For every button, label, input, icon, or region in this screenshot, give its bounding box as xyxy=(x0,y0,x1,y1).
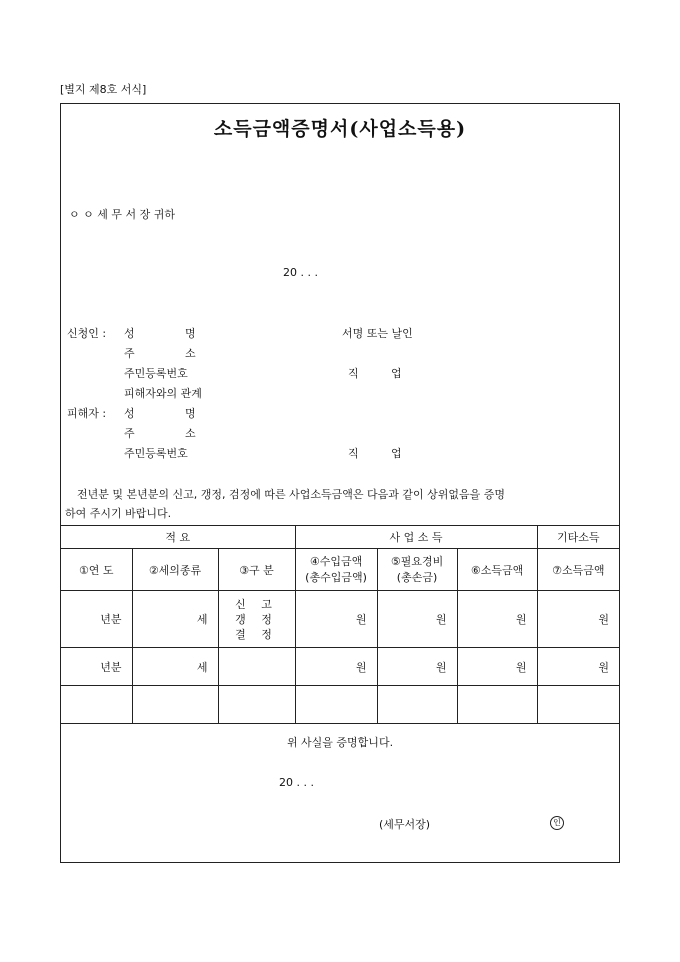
category-report: 신 고 xyxy=(235,597,278,611)
victim-name-label-a: 성 xyxy=(124,407,135,420)
row2-won-7: 원 xyxy=(537,648,619,686)
col-category: ③구 분 xyxy=(218,549,295,591)
header-other-income: 기타소득 xyxy=(537,526,619,549)
col-year: ①연 도 xyxy=(61,549,132,591)
empty-cell xyxy=(295,686,377,724)
col-revenue xyxy=(295,549,377,591)
request-text-line-2: 하여 주시기 바랍니다. xyxy=(65,507,172,520)
victim-role-label: 피해자 : xyxy=(67,407,107,420)
page-title: 소득금액증명서(사업소득용) xyxy=(213,118,467,140)
form-number-label: [별지 제8호 서식] xyxy=(60,83,147,96)
col-expense-line-2: (총손금) xyxy=(396,570,438,584)
col-income-6: ⑥소득금액 xyxy=(457,549,537,591)
empty-cell xyxy=(377,686,457,724)
row1-won-4: 원 xyxy=(295,591,377,648)
col-income-7: ⑦소득금액 xyxy=(537,549,619,591)
row1-year: 년분 xyxy=(61,591,132,648)
seal-icon: 인 xyxy=(550,816,564,830)
victim-job-label-a: 직 xyxy=(348,447,359,460)
applicant-addr-label-a: 주 xyxy=(124,347,135,360)
row2-won-6: 원 xyxy=(457,648,537,686)
table-row xyxy=(61,686,619,724)
income-table xyxy=(61,525,619,724)
category-decision: 결 정 xyxy=(235,627,278,641)
table-row xyxy=(61,591,619,648)
certify-statement: 위 사실을 증명합니다. xyxy=(286,736,394,749)
empty-cell xyxy=(457,686,537,724)
victim-name-label-b: 명 xyxy=(185,407,196,420)
row2-tax: 세 xyxy=(132,648,218,686)
request-text-line-1: 전년분 및 본년분의 신고, 갱정, 검정에 따른 사업소득금액은 다음과 같이 상위없음을 증명 xyxy=(77,488,505,501)
col-expense xyxy=(377,549,457,591)
empty-cell xyxy=(218,686,295,724)
row1-won-5: 원 xyxy=(377,591,457,648)
col-revenue-line-2: (총수입금액) xyxy=(305,570,367,584)
signature-label: 서명 또는 날인 xyxy=(342,327,413,340)
table-header-row-1 xyxy=(61,526,619,549)
applicant-role-label: 신청인 : xyxy=(67,327,107,340)
col-revenue-line-1: ④수입금액 xyxy=(309,554,363,568)
applicant-name-label-b: 명 xyxy=(185,327,196,340)
col-expense-line-1: ⑤필요경비 xyxy=(390,554,444,568)
victim-addr-label-b: 소 xyxy=(185,427,196,440)
row2-year: 년분 xyxy=(61,648,132,686)
victim-addr-label-a: 주 xyxy=(124,427,135,440)
applicant-name-label-a: 성 xyxy=(124,327,135,340)
header-business-income: 사 업 소 득 xyxy=(295,526,537,549)
victim-job-label-b: 업 xyxy=(391,447,402,460)
applicant-job-label-a: 직 xyxy=(348,367,359,380)
table-row xyxy=(61,648,619,686)
victim-rrn-label: 주민등록번호 xyxy=(124,447,188,460)
empty-cell xyxy=(537,686,619,724)
relation-label: 피해자와의 관계 xyxy=(124,387,202,400)
applicant-job-label-b: 업 xyxy=(391,367,402,380)
recipient-line: ㅇ ㅇ 세 무 서 장 귀하 xyxy=(69,208,175,221)
certify-date: 20 . . . xyxy=(279,776,314,789)
category-correction: 갱 정 xyxy=(235,612,278,626)
row1-tax: 세 xyxy=(132,591,218,648)
certificate-form xyxy=(60,103,620,863)
row1-category xyxy=(218,591,295,648)
empty-cell xyxy=(132,686,218,724)
row2-won-4: 원 xyxy=(295,648,377,686)
row1-won-7: 원 xyxy=(537,591,619,648)
official-seal-mark xyxy=(550,815,564,830)
col-tax-type: ②세의종류 xyxy=(132,549,218,591)
applicant-rrn-label: 주민등록번호 xyxy=(124,367,188,380)
row2-won-5: 원 xyxy=(377,648,457,686)
date-line: 20 . . . xyxy=(283,266,318,279)
applicant-addr-label-b: 소 xyxy=(185,347,196,360)
row1-won-6: 원 xyxy=(457,591,537,648)
row2-category xyxy=(218,648,295,686)
issuer-label: (세무서장) xyxy=(379,818,431,831)
table-header-row-2 xyxy=(61,549,619,591)
empty-cell xyxy=(61,686,132,724)
header-summary: 적 요 xyxy=(61,526,295,549)
